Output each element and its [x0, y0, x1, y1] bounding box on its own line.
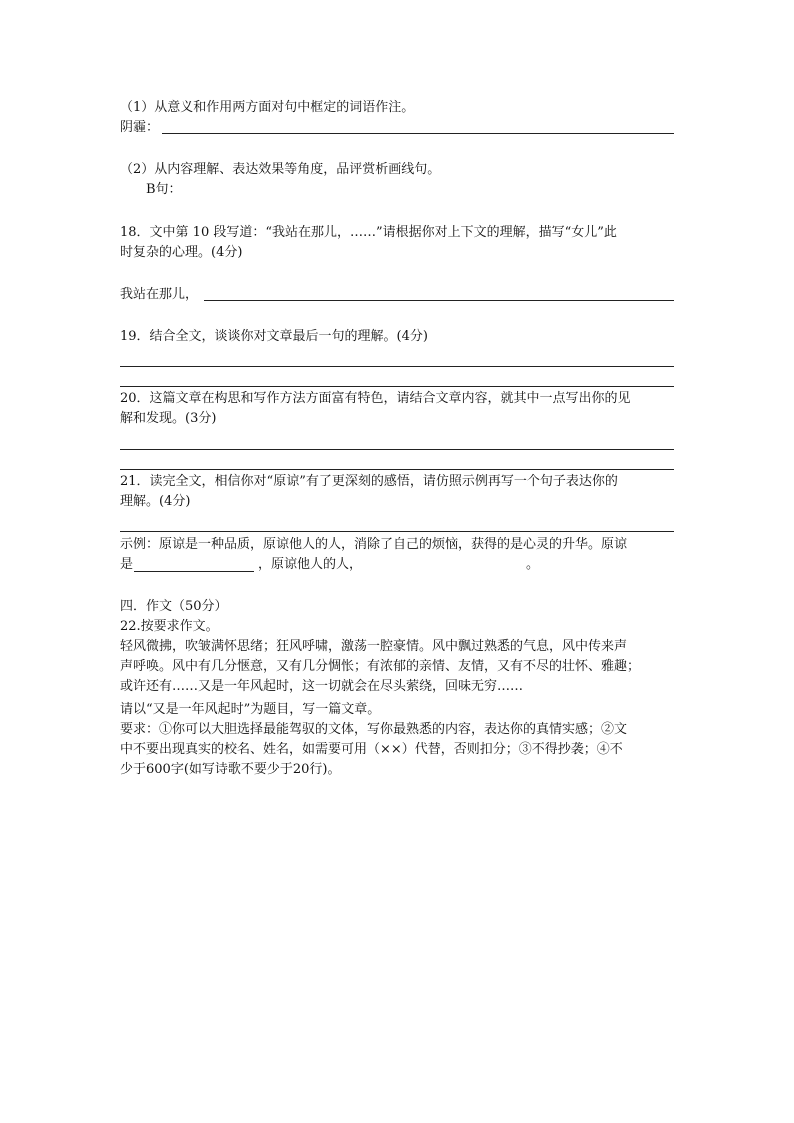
q22-material-line2: 声呼唤。风中有几分惬意，又有几分惆怅；有浓郁的亲情、友情，又有不尽的壮怀、雅趣；: [120, 659, 641, 674]
q18-prompt-line1: 18．文中第 10 段写道：“我站在那儿，……”请根据你对上下文的理解，描写“女儿”此: [120, 225, 617, 240]
section4-heading: 四．作文（50分）: [120, 599, 228, 614]
q21-example-line2-middle: ，原谅他人的人，: [258, 557, 363, 572]
q19-answer-line-2[interactable]: [120, 386, 674, 387]
q19-answer-line-1[interactable]: [120, 366, 674, 367]
q22-material-line1: 轻风微拂，吹皱满怀思绪；狂风呼啸，激荡一腔豪情。风中飘过熟悉的气息，风中传来声: [120, 639, 628, 654]
q17-sub1-label: 阴霾：: [120, 120, 160, 135]
q20-prompt-line2: 解和发现。(3分): [120, 411, 217, 426]
q22-requirements-line2: 中不要出现真实的校名、姓名，如需要可用（××）代替，否则扣分；③不得抄袭；④不: [120, 742, 623, 757]
q20-answer-line-1[interactable]: [120, 449, 674, 450]
q21-example-blank-1[interactable]: [134, 571, 254, 572]
q21-example-line1: 示例：原谅是一种品质，原谅他人的人，消除了自己的烦恼，获得的是心灵的升华。原谅: [120, 537, 628, 552]
q21-prompt-line2: 理解。(4分): [120, 494, 191, 509]
q21-example-line2-end: 。: [526, 557, 540, 572]
q22-prompt: 请以“又是一年风起时”为题目，写一篇文章。: [120, 702, 381, 717]
q18-answer-prefix: 我站在那儿，: [120, 287, 199, 302]
q22-title: 22.按要求作文。: [120, 619, 219, 634]
q17-sub2-prompt: （2）从内容理解、表达效果等角度，品评赏析画线句。: [120, 162, 441, 177]
q22-requirements-line3: 少于600字(如写诗歌不要少于20行)。: [120, 762, 341, 777]
q18-answer-line[interactable]: [204, 300, 674, 301]
q19-prompt: 19．结合全文，谈谈你对文章最后一句的理解。(4分): [120, 329, 428, 344]
q17-sub1-prompt: （1）从意义和作用两方面对句中框定的词语作注。: [120, 100, 415, 115]
q21-answer-line[interactable]: [120, 531, 674, 532]
q18-prompt-line2: 时复杂的心理。(4分): [120, 245, 243, 260]
q17-sub1-answer-line[interactable]: [162, 133, 674, 134]
q22-requirements-line1: 要求：①你可以大胆选择最能驾驭的文体，写你最熟悉的内容，表达你的真情实感；②文: [120, 722, 628, 737]
q20-answer-line-2[interactable]: [120, 469, 674, 470]
q22-material-line3: 或许还有……又是一年风起时，这一切就会在尽头萦绕，回味无穷……: [120, 679, 524, 694]
q21-example-line2-start: 是: [120, 557, 134, 572]
q17-sub2-label: B句：: [146, 182, 182, 197]
q21-prompt-line1: 21．读完全文，相信你对“原谅”有了更深刻的感悟，请仿照示例再写一个句子表达你的: [120, 474, 618, 489]
q20-prompt-line1: 20．这篇文章在构思和写作方法方面富有特色，请结合文章内容，就其中一点写出你的见: [120, 391, 631, 406]
